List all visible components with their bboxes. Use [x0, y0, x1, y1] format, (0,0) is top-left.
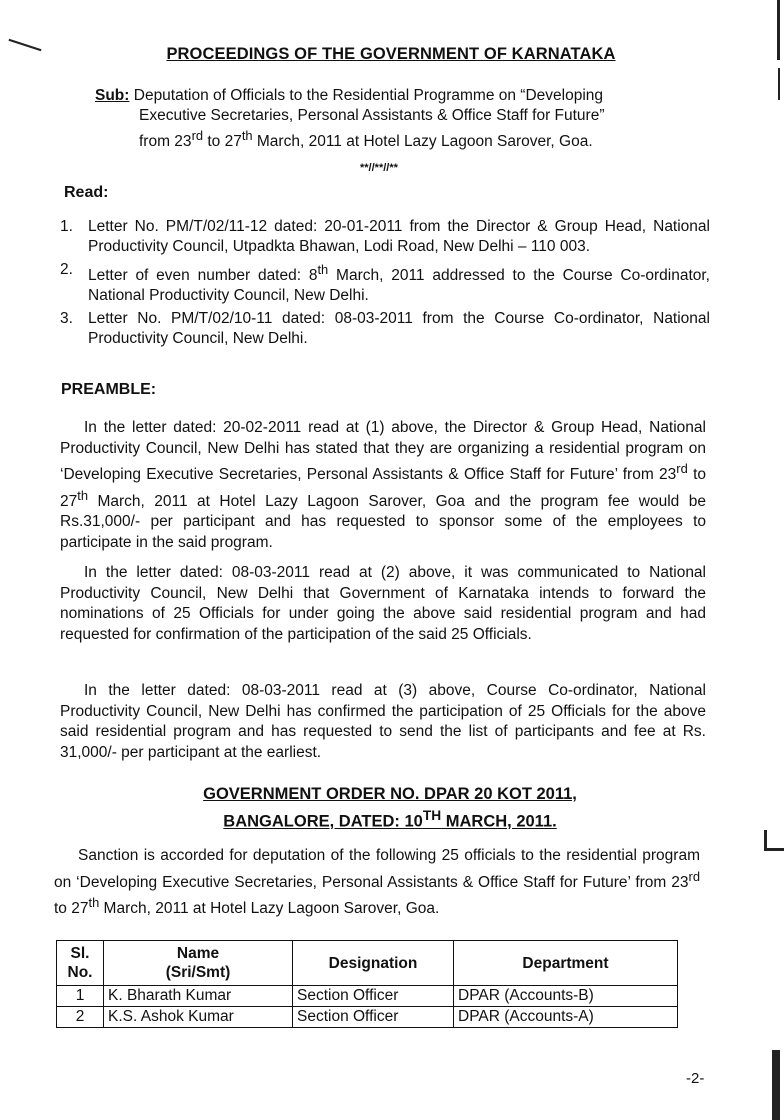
header-text: Name	[176, 945, 220, 962]
header-text: (Sri/Smt)	[165, 964, 231, 981]
subject-block	[95, 86, 695, 152]
reference-text: Letter No. PM/T/02/10-11 dated: 08-03-2011 from the Course Co-ordinator, National Productivity Council, New Delhi.	[88, 310, 710, 348]
superscript: th	[241, 128, 253, 143]
subject-text: from 23	[139, 133, 192, 151]
superscript: th	[88, 895, 100, 911]
order-heading-line-1: GOVERNMENT ORDER NO. DPAR 20 KOT 2011,	[203, 785, 577, 803]
reference-text: March, 2011 addressed to the Course Co-ordinator, National Productivity Council, New Delhi.	[88, 267, 710, 305]
officials-table	[56, 940, 678, 1028]
order-heading-text: BANGALORE, DATED: 10	[223, 812, 423, 831]
scan-edge-mark	[764, 848, 784, 851]
reference-number: 1.	[60, 218, 73, 235]
page-number: -2-	[686, 1070, 705, 1087]
reference-text: Letter No. PM/T/02/11-12 dated: 20-01-2011 from the Director & Group Head, National Productivity Council, Utpadkta Bhawan, Lodi Road, New Delhi – 110 003.	[88, 218, 710, 255]
superscript: TH	[422, 808, 442, 823]
order-heading-text: MARCH, 2011.	[441, 812, 557, 831]
cell-department: DPAR (Accounts-A)	[454, 1007, 678, 1028]
cell-designation: Section Officer	[293, 1007, 454, 1028]
reference-item	[60, 309, 710, 349]
subject-line-1	[95, 86, 695, 106]
scan-mark	[9, 39, 42, 51]
superscript: rd	[688, 868, 700, 884]
subject-text: to 27	[203, 133, 242, 151]
reference-item	[60, 217, 710, 257]
paragraph-text: March, 2011 at Hotel Lazy Lagoon Sarover, Goa and the program fee would be Rs.31,000/- per participant and has requested to sponsor some of the employees to participate in the said program.	[60, 492, 706, 551]
header-text: No.	[67, 964, 93, 981]
scan-edge-mark	[777, 0, 780, 60]
document-title: PROCEEDINGS OF THE GOVERNMENT OF KARNATAKA	[166, 45, 616, 63]
reference-number: 2.	[60, 261, 73, 278]
scan-edge-mark	[764, 830, 767, 850]
reference-text: Letter of even number dated: 8	[88, 267, 318, 285]
table-row	[57, 986, 678, 1007]
preamble-heading: PREAMBLE:	[61, 381, 157, 398]
cell-name: K. Bharath Kumar	[104, 986, 293, 1007]
reference-list	[60, 217, 710, 352]
cell-name: K.S. Ashok Kumar	[104, 1007, 293, 1028]
preamble-paragraph-1	[60, 418, 706, 553]
separator: **//**//**	[360, 162, 398, 174]
scan-edge-mark	[778, 68, 780, 100]
header-sl-no	[57, 941, 104, 986]
paragraph-text: Sanction is accorded for deputation of the following 25 officials to the residential program on ‘Developing Executive Secretaries, Personal Assistants & Office Staff for Future’ from 23	[54, 847, 700, 891]
header-text: Sl.	[70, 945, 90, 962]
header-department: Department	[454, 941, 678, 986]
order-heading-line-2	[150, 805, 630, 833]
cell-sl: 1	[57, 986, 104, 1007]
paragraph-text: to 27	[60, 466, 707, 510]
table-row	[57, 1007, 678, 1028]
superscript: th	[77, 487, 89, 503]
reference-number: 3.	[60, 310, 73, 328]
preamble-paragraph-3	[60, 681, 706, 763]
cell-sl: 2	[57, 1007, 104, 1028]
paragraph-text: In the letter dated: 08-03-2011 read at (3) above, Course Co-ordinator, National Productivity Council, New Delhi has confirmed the participation of 25 Officials for the above said residential program and has requested to send the list of participants and fee at Rs. 31,000/- per participant at the earliest.	[60, 682, 706, 761]
sanction-paragraph	[54, 846, 700, 920]
superscript: rd	[676, 461, 688, 476]
paragraph-text: March, 2011 at Hotel Lazy Lagoon Sarover, Goa.	[99, 900, 440, 918]
cell-designation: Section Officer	[293, 986, 454, 1007]
paragraph-text: In the letter dated: 20-02-2011 read at (1) above, the Director & Group Head, National Productivity Council, New Delhi has stated that they are organizing a residential program on ‘Developing Executive Secretaries, Personal Assistants & Office Staff for Future’ from 23	[60, 419, 706, 484]
table-header-row	[57, 941, 678, 986]
preamble-paragraph-2	[60, 563, 706, 645]
subject-text: Deputation of Officials to the Residential Programme on “Developing	[133, 87, 604, 104]
subject-line-3	[95, 126, 695, 152]
government-order-heading	[150, 784, 630, 833]
cell-department: DPAR (Accounts-B)	[454, 986, 678, 1007]
reference-item	[60, 260, 710, 306]
read-heading: Read:	[64, 184, 109, 201]
scan-edge-mark	[772, 1050, 780, 1120]
subject-label: Sub:	[95, 87, 130, 104]
header-designation: Designation	[293, 941, 454, 986]
subject-text: March, 2011 at Hotel Lazy Lagoon Sarover, Goa.	[252, 133, 593, 151]
header-name	[104, 941, 293, 986]
paragraph-text: In the letter dated: 08-03-2011 read at (2) above, it was communicated to National Productivity Council, New Delhi that Government of Karnataka intends to forward the nominations of 25 Officials for under going the above said residential program and had requested for confirmation of the participation of the said 25 Officials.	[60, 564, 706, 643]
superscript: rd	[191, 128, 204, 143]
subject-line-2: Executive Secretaries, Personal Assistants & Office Staff for Future”	[139, 107, 605, 124]
paragraph-text: to 27	[54, 900, 89, 918]
superscript: th	[317, 262, 329, 277]
